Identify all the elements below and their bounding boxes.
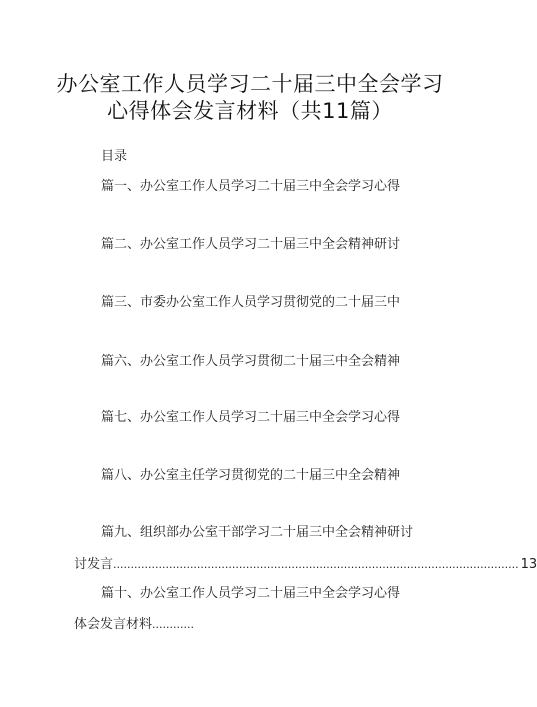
toc-entry-9[interactable]: 篇九、组织部办公室干部学习二十届三中全会精神研讨 [101,525,414,540]
toc-entry-9-cont-text: 讨发言 [74,557,114,572]
toc-entry-9-page-number: 13 [520,557,537,572]
toc-entry-10-cont-text: 体会发言材料 [74,617,153,632]
toc-entry-9-leader-dots: .................................................................................................................... [113,558,519,571]
toc-entry-10[interactable]: 篇十、办公室工作人员学习二十届三中全会学习心得 [101,586,401,601]
document-title-line-1: 办公室工作人员学习二十届三中全会学习 [56,72,444,96]
toc-entry-10-continuation[interactable] [74,613,194,632]
toc-entry-9-continuation[interactable] [74,553,537,572]
toc-entry-2[interactable]: 篇二、办公室工作人员学习二十届三中全会精神研讨 [101,237,401,252]
toc-entry-6[interactable]: 篇六、办公室工作人员学习贯彻二十届三中全会精神 [101,354,401,369]
toc-entry-1[interactable]: 篇一、办公室工作人员学习二十届三中全会学习心得 [101,179,401,194]
toc-heading: 目录 [101,149,128,164]
toc-entry-10-leader-dots: ............ [152,618,194,631]
toc-entry-3[interactable]: 篇三、市委办公室工作人员学习贯彻党的二十届三中 [101,295,401,310]
toc-entry-8[interactable]: 篇八、办公室主任学习贯彻党的二十届三中全会精神 [101,468,401,483]
toc-entry-7[interactable]: 篇七、办公室工作人员学习二十届三中全会学习心得 [101,410,401,425]
document-title-line-2: 心得体会发言材料（共11篇） [107,99,393,123]
